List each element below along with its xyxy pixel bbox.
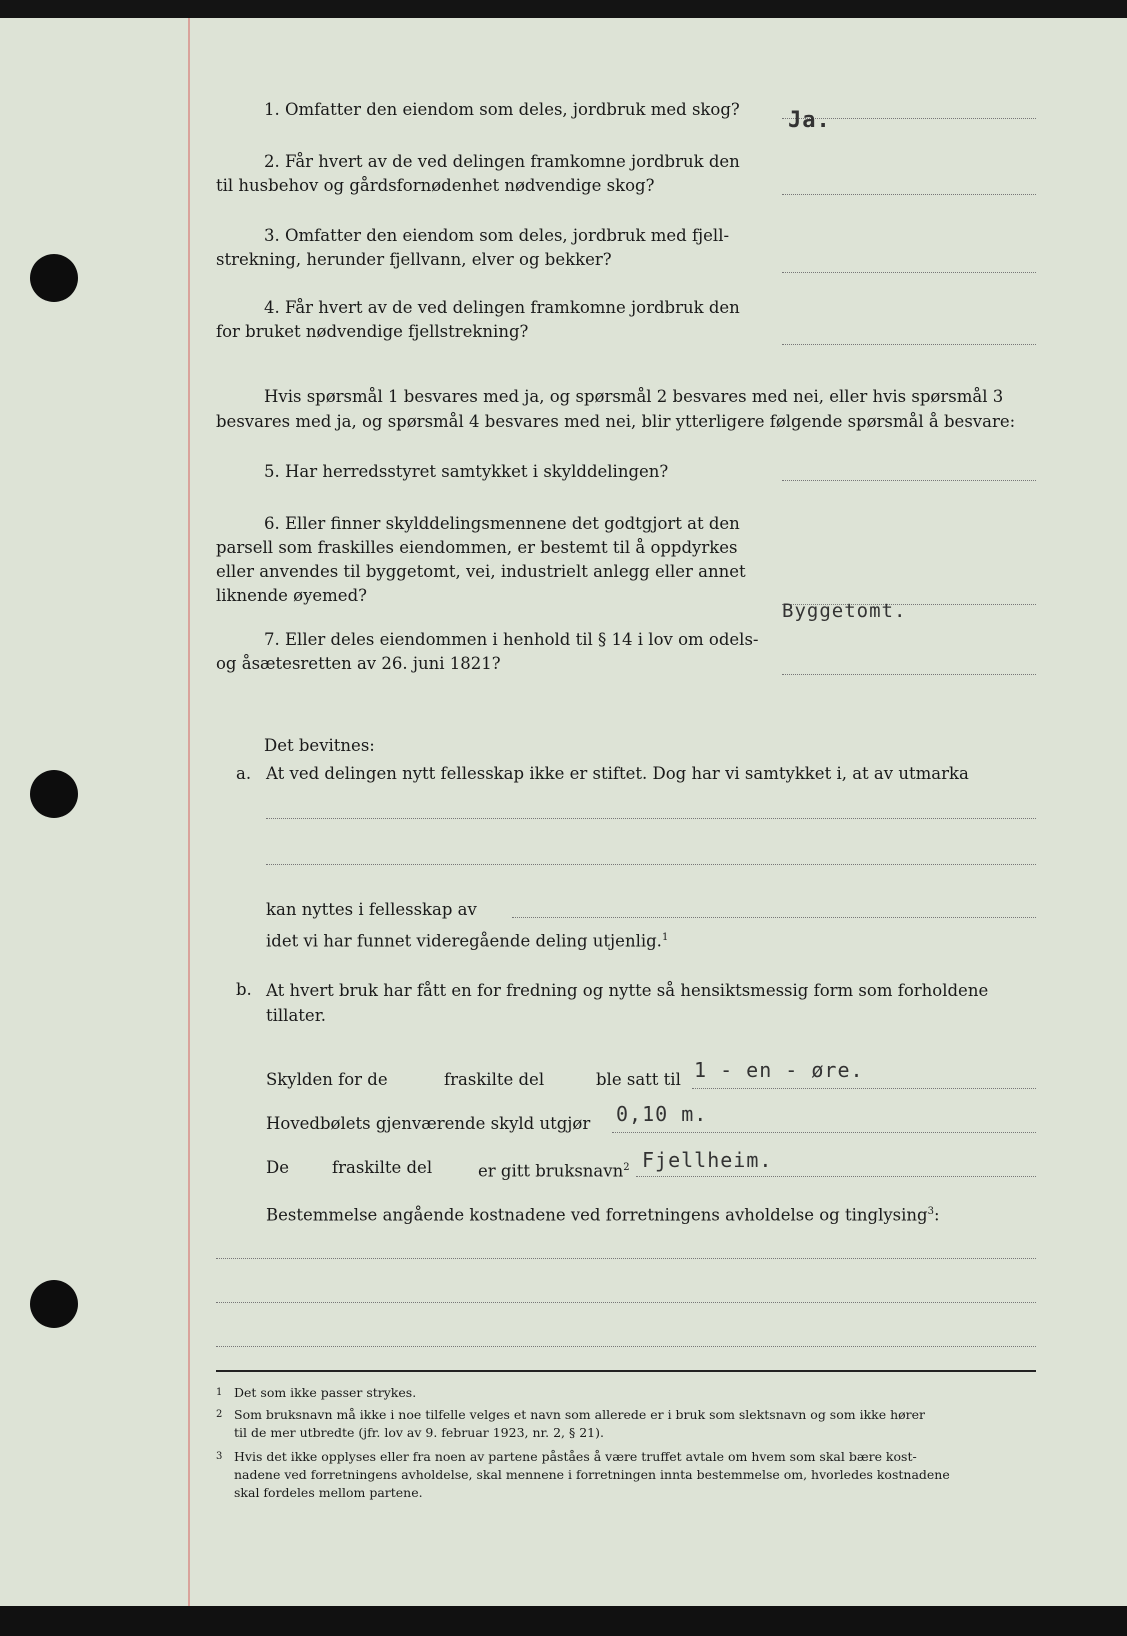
- footnote-number: 1: [216, 1387, 223, 1398]
- question-text: Får hvert av de ved delingen framkomne jordbruk den: [285, 152, 740, 171]
- question-text: for bruket nødvendige fjellstrekning?: [216, 322, 529, 341]
- bestemmelse-text: Bestemmelse angående kostnadene ved forretningens avholdelse og tinglysing: [266, 1205, 928, 1225]
- hovedbol-value: 0,10 m.: [616, 1102, 708, 1126]
- question-text: eller anvendes til byggetomt, vei, industrielt anlegg eller annet: [216, 562, 746, 581]
- top-edge: [0, 0, 1127, 18]
- question-text: til husbehov og gårdsfornødenhet nødvendige skog?: [216, 176, 655, 195]
- bruksnavn-text: er gitt bruksnavn: [478, 1161, 624, 1181]
- paragraph-line: Hvis spørsmål 1 besvares med ja, og spørsmål 2 besvares med nei, eller hvis spørsmål 3: [264, 387, 1004, 406]
- idet-text: idet vi har funnet videregående deling utjenlig.: [266, 931, 662, 951]
- de-label: De: [266, 1158, 289, 1177]
- footnote-text: Det som ikke passer strykes.: [234, 1385, 417, 1400]
- footnote-2: [216, 1406, 1036, 1442]
- answer-line-3: [782, 272, 1036, 273]
- question-text: Har herredsstyret samtykket i skylddelingen?: [285, 462, 669, 481]
- bruksnavn-label: [478, 1156, 630, 1184]
- question-text: Eller deles eiendommen i henhold til § 14 i lov om odels-: [285, 630, 759, 649]
- question-7: [216, 628, 778, 676]
- question-1: [216, 98, 778, 122]
- question-number: 5.: [264, 462, 280, 481]
- question-number: 2.: [264, 152, 280, 171]
- question-text: og åsætesretten av 26. juni 1821?: [216, 654, 501, 673]
- idet-label: [266, 926, 668, 954]
- fraskilte-del2-label: fraskilte del: [332, 1158, 433, 1177]
- paragraph-line: At hvert bruk har fått en for fredning og nytte så hensiktsmessig form som forholdene: [266, 981, 989, 1000]
- utmark-line-1: [266, 818, 1036, 819]
- footnote-text: til de mer utbredte (jfr. lov av 9. februar 1923, nr. 2, § 21).: [234, 1425, 604, 1440]
- bottom-edge: [0, 1606, 1127, 1636]
- answer-6: Byggetomt.: [782, 600, 907, 622]
- footnote-text: Som bruksnavn må ikke i noe tilfelle velges et navn som allerede er i bruk som slektsnavn og som ikke hører: [234, 1407, 926, 1422]
- bestemmelse-colon: :: [933, 1205, 940, 1225]
- footnote-number: 2: [216, 1409, 223, 1420]
- punch-hole: [30, 770, 78, 818]
- footnote-ref: 1: [661, 932, 669, 943]
- question-number: 6.: [264, 514, 280, 533]
- bestemmelse-line-3: [216, 1346, 1036, 1347]
- footnote-3: [216, 1448, 1036, 1502]
- answer-line-5: [782, 480, 1036, 481]
- attest-b-text: [266, 978, 1036, 1028]
- question-text: liknende øyemed?: [216, 586, 367, 605]
- question-4: [216, 296, 778, 344]
- hovedbol-line: [612, 1132, 1036, 1133]
- attest-a-label: a.: [236, 764, 252, 783]
- attest-heading: Det bevitnes:: [264, 736, 375, 755]
- bruksnavn-value: Fjellheim.: [642, 1148, 773, 1172]
- attest-a-text: At ved delingen nytt fellesskap ikke er stiftet. Dog har vi samtykket i, at av utmarka: [266, 764, 969, 783]
- skylden-line: [692, 1088, 1036, 1089]
- hovedbol-label: Hovedbølets gjenværende skyld utgjør: [266, 1114, 591, 1133]
- bruksnavn-line: [636, 1176, 1036, 1177]
- answer-line-4: [782, 344, 1036, 345]
- bestemmelse-line-1: [216, 1258, 1036, 1259]
- question-2: [216, 150, 778, 198]
- question-text: parsell som fraskilles eiendommen, er bestemt til å oppdyrkes: [216, 538, 738, 557]
- answer-line-7: [782, 674, 1036, 675]
- margin-line: [188, 18, 190, 1636]
- answer-line-2: [782, 194, 1036, 195]
- footnote-rule: [216, 1370, 1036, 1372]
- utmark-line-2: [266, 864, 1036, 865]
- question-number: 7.: [264, 630, 280, 649]
- fraskilte-del-label: fraskilte del: [444, 1070, 545, 1089]
- question-3: [216, 224, 778, 272]
- footnote-ref: 2: [623, 1162, 630, 1173]
- conditional-paragraph: [216, 384, 1036, 434]
- footnote-ref: 3: [927, 1206, 934, 1217]
- question-text: Omfatter den eiendom som deles, jordbruk med fjell-: [285, 226, 730, 245]
- question-number: 3.: [264, 226, 280, 245]
- paragraph-line: besvares med ja, og spørsmål 4 besvares med nei, blir ytterligere følgende spørsmål å besvare:: [216, 412, 1016, 431]
- ble-satt-label: ble satt til: [596, 1070, 681, 1089]
- footnote-1: [216, 1384, 1036, 1402]
- question-5: [216, 460, 778, 484]
- footnote-text: skal fordeles mellom partene.: [234, 1485, 423, 1500]
- attest-b-label: b.: [236, 980, 252, 999]
- skylden-label: Skylden for de: [266, 1070, 388, 1089]
- question-text: strekning, herunder fjellvann, elver og bekker?: [216, 250, 612, 269]
- footnote-text: Hvis det ikke opplyses eller fra noen av partene påståes å være truffet avtale om hvem som skal bære kost-: [234, 1449, 917, 1464]
- footnote-text: nadene ved forretningens avholdelse, skal mennene i forretningen innta bestemmelse om, hvorledes kostnadene: [234, 1467, 950, 1482]
- question-number: 1.: [264, 100, 280, 119]
- kan-nyttes-label: kan nyttes i fellesskap av: [266, 900, 477, 919]
- punch-hole: [30, 254, 78, 302]
- bestemmelse-line-2: [216, 1302, 1036, 1303]
- footnote-number: 3: [216, 1451, 223, 1462]
- paragraph-line: tillater.: [266, 1006, 327, 1025]
- question-text: Får hvert av de ved delingen framkomne jordbruk den: [285, 298, 740, 317]
- fellesskap-line: [512, 917, 1036, 918]
- bestemmelse-label: [266, 1200, 940, 1228]
- document-page: [0, 18, 1127, 1636]
- question-number: 4.: [264, 298, 280, 317]
- punch-hole: [30, 1280, 78, 1328]
- question-6: [216, 512, 778, 608]
- skylden-value: 1 - en - øre.: [694, 1058, 864, 1082]
- answer-1: Ja.: [788, 108, 831, 133]
- question-text: Omfatter den eiendom som deles, jordbruk med skog?: [285, 100, 740, 119]
- question-text: Eller finner skylddelingsmennene det godtgjort at den: [285, 514, 740, 533]
